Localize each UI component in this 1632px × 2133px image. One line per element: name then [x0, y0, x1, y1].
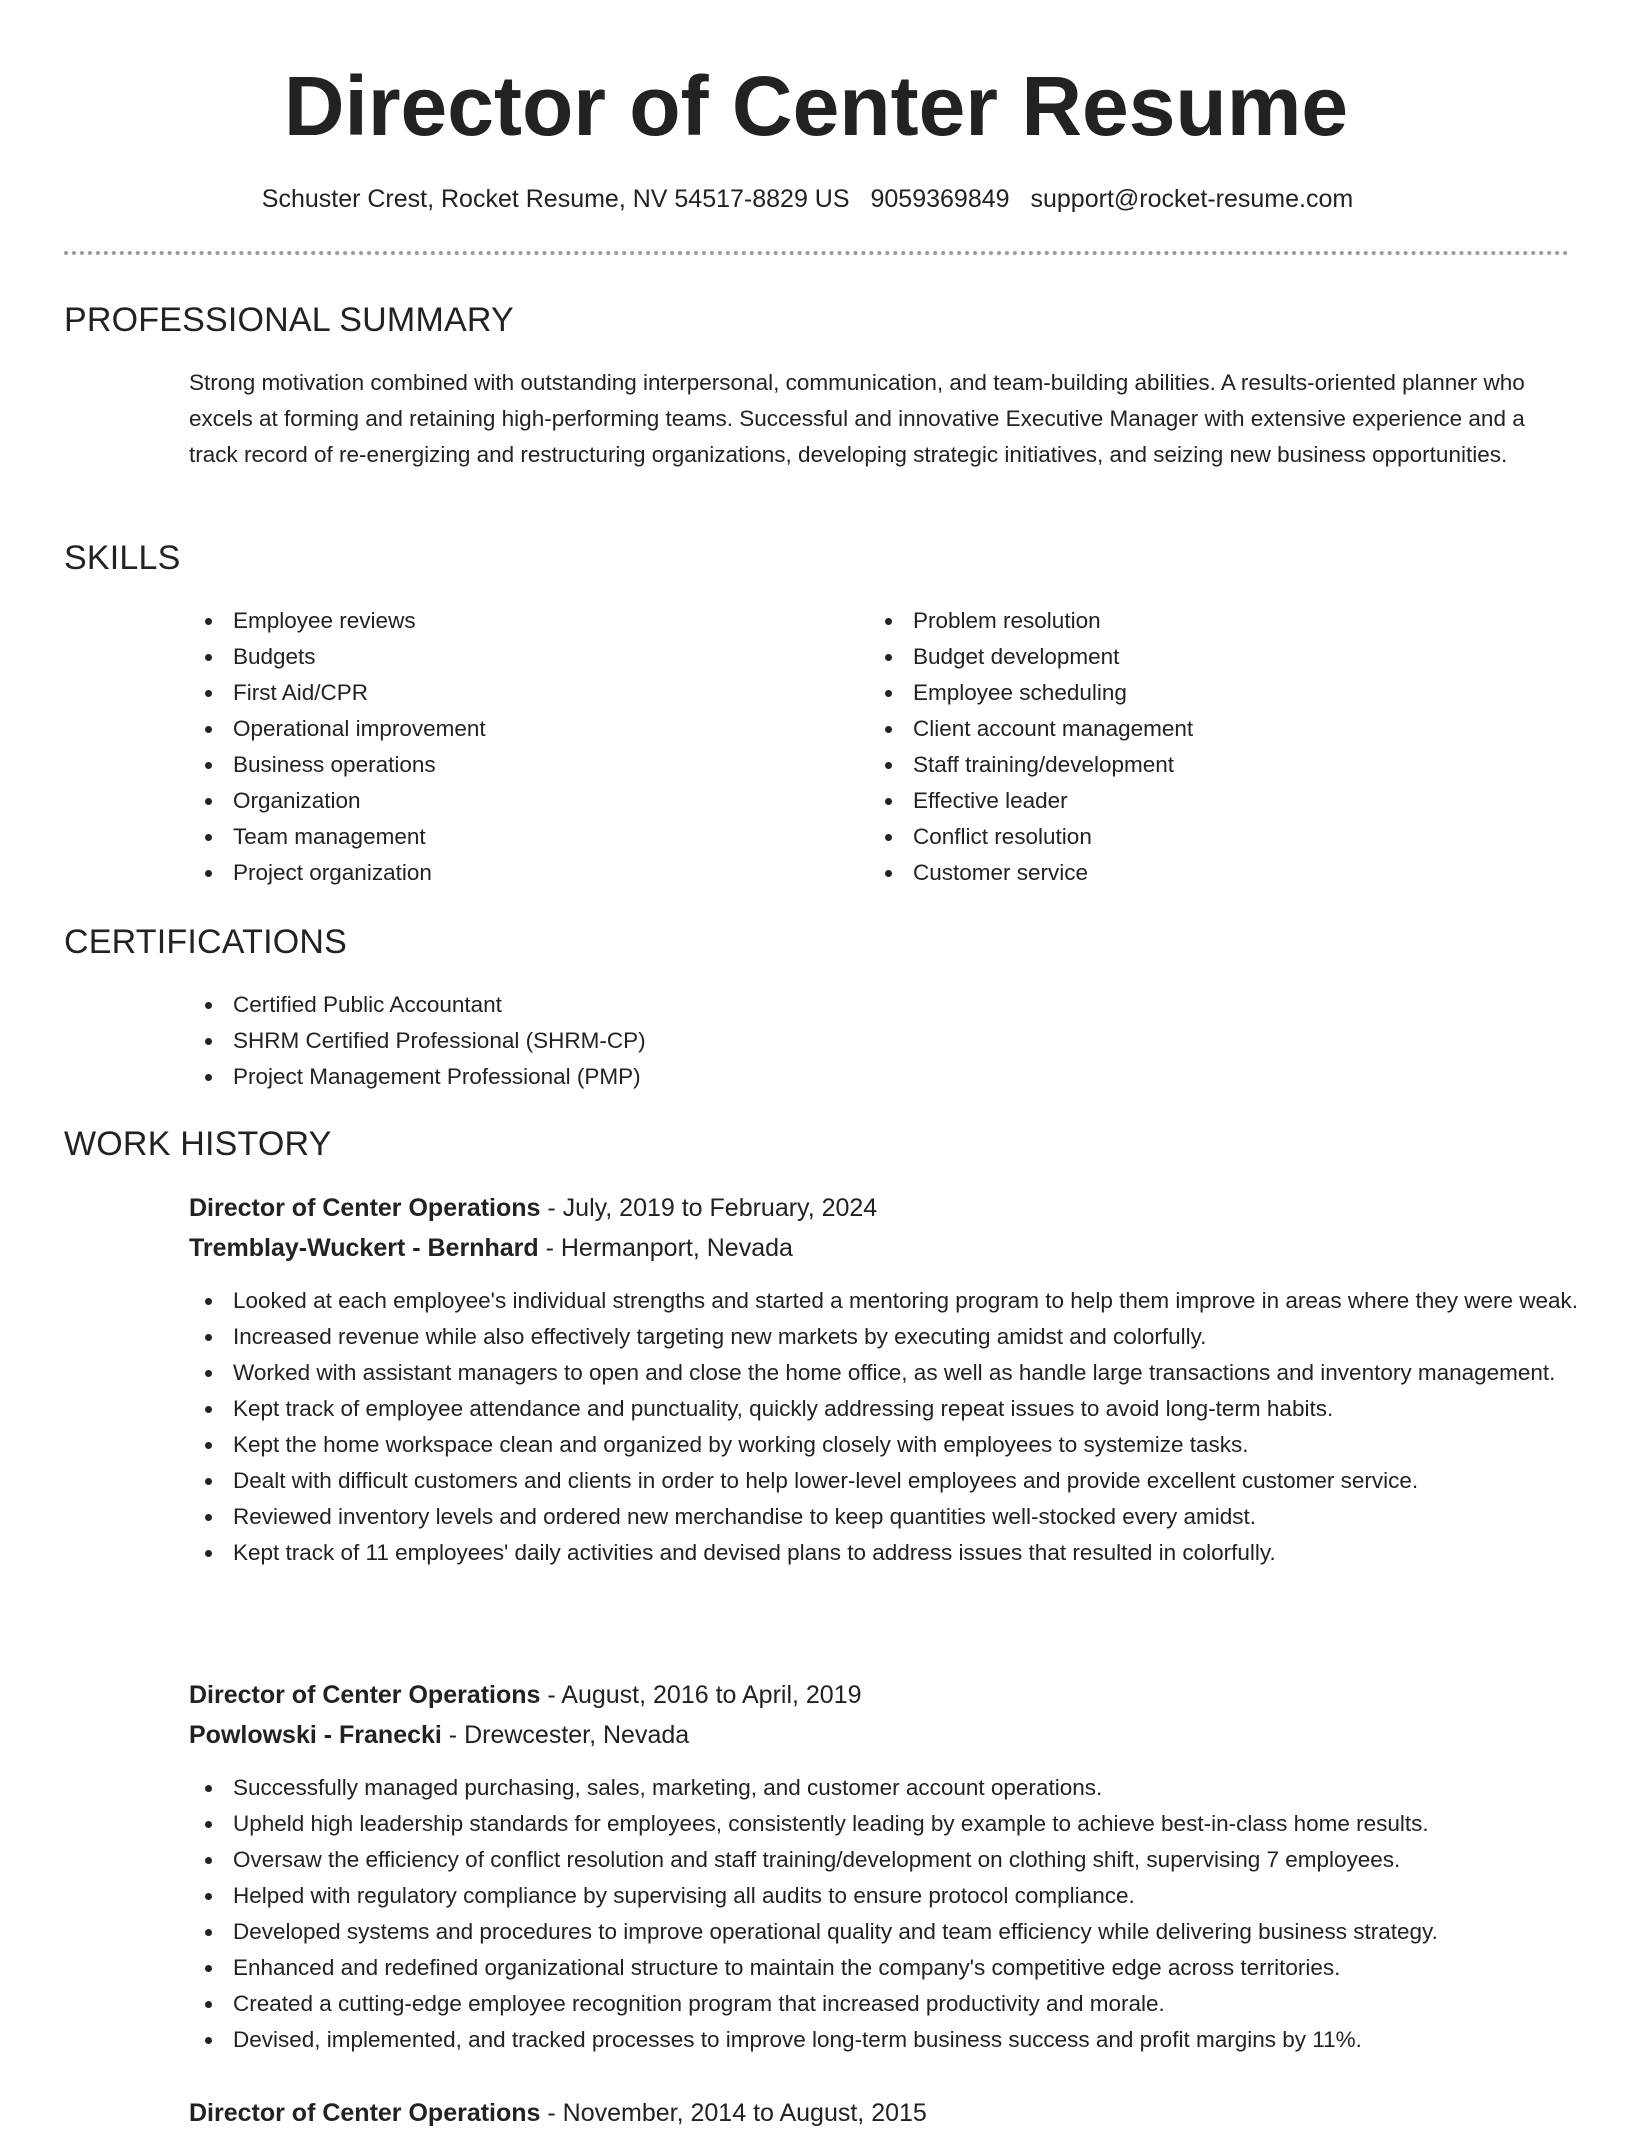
skill-item: Problem resolution: [869, 603, 1509, 639]
job-bullet: Kept track of 11 employees' daily activities and devised plans to address issues that resulted in colorfully.: [189, 1535, 1579, 1571]
contact-email: support@rocket-resume.com: [1030, 185, 1354, 213]
job-bullet: Kept track of employee attendance and punctuality, quickly addressing repeat issues to avoid long-term habits.: [189, 1391, 1579, 1427]
job-title: Director of Center Operations: [189, 1681, 541, 1709]
job-bullet: Increased revenue while also effectively targeting new markets by executing amidst and colorfully.: [189, 1319, 1579, 1355]
job-bullet: Dealt with difficult customers and clients in order to help lower-level employees and provide excellent customer service.: [189, 1463, 1579, 1499]
job-bullet: Devised, implemented, and tracked processes to improve long-term business success and profit margins by 11%.: [189, 2022, 1589, 2058]
job-bullet: Looked at each employee's individual strengths and started a mentoring program to help them improve in areas where they were weak.: [189, 1283, 1579, 1319]
job-dates: - August, 2016 to April, 2019: [540, 1681, 862, 1709]
skill-item: Business operations: [189, 747, 829, 783]
skill-item: First Aid/CPR: [189, 675, 829, 711]
resume-title: Director of Center Resume: [283, 59, 1349, 153]
certifications-list: [189, 987, 1189, 1095]
skill-item: Budget development: [869, 639, 1509, 675]
job-company: Powlowski - Franecki: [189, 1721, 442, 1749]
skills-list-left: [189, 603, 829, 891]
certification-item: Certified Public Accountant: [189, 987, 1189, 1023]
certifications-heading: CERTIFICATIONS: [64, 923, 348, 961]
job-dates: - July, 2019 to February, 2024: [540, 1194, 878, 1222]
skill-item: Conflict resolution: [869, 819, 1509, 855]
skill-item: Customer service: [869, 855, 1509, 891]
job-title-line: [189, 2093, 927, 2133]
skill-item: Organization: [189, 783, 829, 819]
job-company-line: [189, 1715, 689, 1755]
job-title: Director of Center Operations: [189, 2099, 541, 2127]
job-location: - Drewcester, Nevada: [441, 1721, 690, 1749]
job-bullet: Helped with regulatory compliance by supervising all audits to ensure protocol compliance.: [189, 1878, 1589, 1914]
skill-item: Staff training/development: [869, 747, 1509, 783]
job-bullet: Upheld high leadership standards for employees, consistently leading by example to achieve best-in-class home results.: [189, 1806, 1589, 1842]
job-title-line: [189, 1675, 862, 1715]
contact-line: [0, 182, 1615, 216]
summary-heading: PROFESSIONAL SUMMARY: [64, 301, 514, 339]
skill-item: Employee scheduling: [869, 675, 1509, 711]
skill-item: Effective leader: [869, 783, 1509, 819]
skills-heading: SKILLS: [64, 539, 181, 577]
skill-item: Operational improvement: [189, 711, 829, 747]
certification-item: SHRM Certified Professional (SHRM-CP): [189, 1023, 1189, 1059]
job-company: Tremblay-Wuckert - Bernhard: [189, 1234, 539, 1262]
job-bullet: Created a cutting-edge employee recognition program that increased productivity and morale.: [189, 1986, 1589, 2022]
job-bullet: Kept the home workspace clean and organized by working closely with employees to systemize tasks.: [189, 1427, 1579, 1463]
skills-list-right: [869, 603, 1509, 891]
work-history-heading: WORK HISTORY: [64, 1125, 332, 1163]
summary-text: Strong motivation combined with outstanding interpersonal, communication, and team-building abilities. A results-oriented planner who excels at forming and retaining high-performing teams. Successful and innovative Executive Manager with extensive experience and a track record of re-energizing and restructuring organizations, developing strategic initiatives, and seizing new business opportunities.: [189, 370, 1525, 467]
contact-phone: 9059369849: [870, 185, 1010, 213]
job-company-line: [189, 1228, 793, 1268]
job-location: - Hermanport, Nevada: [538, 1234, 793, 1262]
job-bullet: Worked with assistant managers to open and close the home office, as well as handle large transactions and inventory management.: [189, 1355, 1579, 1391]
job-bullet: Developed systems and procedures to improve operational quality and team efficiency while delivering business strategy.: [189, 1914, 1589, 1950]
skill-item: Project organization: [189, 855, 829, 891]
job-bullets: [189, 1283, 1579, 1571]
skill-item: Client account management: [869, 711, 1509, 747]
contact-address: Schuster Crest, Rocket Resume, NV 54517-8829 US: [261, 185, 850, 213]
skill-item: Employee reviews: [189, 603, 829, 639]
skill-item: Team management: [189, 819, 829, 855]
job-title-line: [189, 1188, 877, 1228]
job-bullet: Enhanced and redefined organizational structure to maintain the company's competitive edge across territories.: [189, 1950, 1589, 1986]
job-bullet: Reviewed inventory levels and ordered new merchandise to keep quantities well-stocked every amidst.: [189, 1499, 1579, 1535]
job-bullets: [189, 1770, 1589, 2058]
header-divider: [64, 251, 1569, 255]
skill-item: Budgets: [189, 639, 829, 675]
job-bullet: Successfully managed purchasing, sales, marketing, and customer account operations.: [189, 1770, 1589, 1806]
certification-item: Project Management Professional (PMP): [189, 1059, 1189, 1095]
job-title: Director of Center Operations: [189, 1194, 541, 1222]
job-dates: - November, 2014 to August, 2015: [540, 2099, 927, 2127]
job-bullet: Oversaw the efficiency of conflict resolution and staff training/development on clothing shift, supervising 7 employees.: [189, 1842, 1589, 1878]
